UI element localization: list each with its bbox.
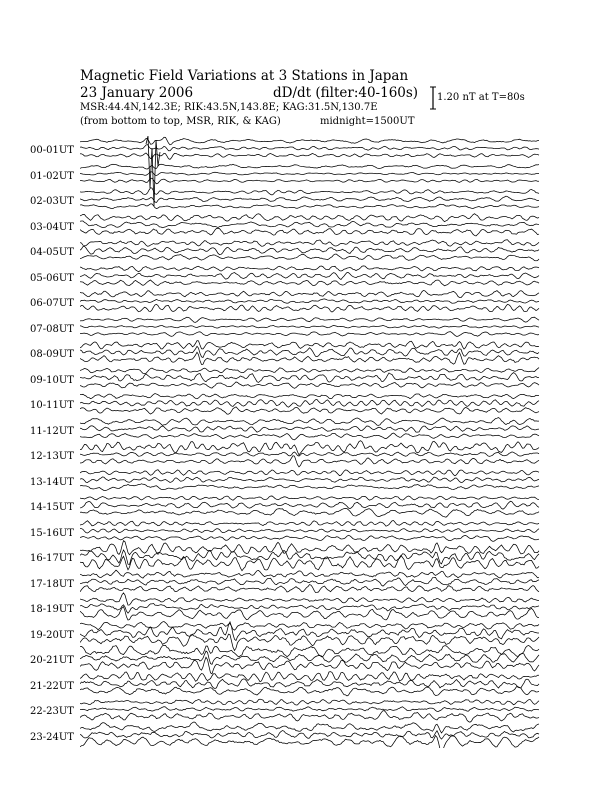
trace-RIK <box>80 477 539 483</box>
trace-MSR <box>80 433 539 440</box>
trace-KAG <box>80 394 539 399</box>
row-label: 20-21UT <box>30 655 74 666</box>
trace-RIK <box>80 679 539 689</box>
trace-MSR <box>80 555 539 570</box>
trace-KAG <box>80 290 539 297</box>
trace-MSR <box>80 508 539 517</box>
scale-bar-icon <box>430 86 436 110</box>
trace-RIK <box>80 299 539 303</box>
row-label: 22-23UT <box>30 706 74 717</box>
row-label: 23-24UT <box>30 731 74 743</box>
trace-MSR <box>80 687 539 696</box>
trace-KAG <box>80 541 539 555</box>
trace-RIK <box>80 346 539 357</box>
large-spike <box>146 136 160 206</box>
trace-KAG <box>80 521 539 527</box>
trace-RIK <box>80 172 539 176</box>
trace-plot <box>80 136 540 748</box>
trace-KAG <box>80 470 539 476</box>
trace-RIK <box>80 273 539 280</box>
trace-RIK <box>80 731 539 740</box>
row-label: 07-08UT <box>30 323 74 335</box>
row-label: 00-01UT <box>30 145 74 156</box>
trace-KAG <box>80 418 539 426</box>
row-label: 03-04UT <box>30 221 74 233</box>
trace-KAG <box>80 317 539 322</box>
trace-KAG <box>80 593 539 605</box>
trace-order-note: (from bottom to top, MSR, RIK, & KAG) <box>80 116 281 127</box>
chart-date: 23 January 2006 <box>80 85 194 101</box>
chart-title: Magnetic Field Variations at 3 Stations in Japan <box>80 68 409 84</box>
trace-KAG <box>80 188 539 195</box>
trace-MSR <box>80 657 539 674</box>
midnight-note: midnight=1500UT <box>320 116 415 127</box>
row-label: 08-09UT <box>30 349 74 360</box>
row-label: 04-05UT <box>30 247 74 258</box>
trace-KAG <box>80 240 539 247</box>
trace-MSR <box>80 382 539 388</box>
trace-KAG <box>80 570 539 578</box>
row-label: 13-14UT <box>30 476 74 488</box>
trace-MSR <box>80 484 539 491</box>
row-label: 14-15UT <box>30 502 74 513</box>
row-label: 16-17UT <box>30 553 74 564</box>
trace-MSR <box>80 634 539 650</box>
row-label: 17-18UT <box>30 578 74 590</box>
filter-label: dD/dt (filter:40-160s) <box>273 85 419 101</box>
row-label: 15-16UT <box>30 527 74 539</box>
trace-RIK <box>80 707 539 712</box>
trace-KAG <box>80 645 539 657</box>
scale-label: 1.20 nT at T=80s <box>437 92 525 103</box>
trace-RIK <box>80 325 539 328</box>
row-label: 11-12UT <box>30 425 74 437</box>
trace-MSR <box>80 204 539 209</box>
trace-KAG <box>80 699 539 705</box>
trace-RIK <box>80 196 539 202</box>
trace-RIK <box>80 426 539 432</box>
trace-KAG <box>80 266 539 272</box>
row-label: 05-06UT <box>30 272 74 284</box>
trace-MSR <box>80 585 539 593</box>
row-label: 21-22UT <box>30 680 74 692</box>
trace-MSR <box>80 254 539 261</box>
trace-MSR <box>80 304 539 312</box>
row-label: 18-19UT <box>30 604 74 615</box>
trace-MSR <box>80 407 539 414</box>
trace-KAG <box>80 137 539 145</box>
trace-KAG <box>80 722 539 733</box>
trace-RIK <box>80 400 539 408</box>
trace-MSR <box>80 535 539 541</box>
trace-RIK <box>80 651 539 664</box>
station-coordinates: MSR:44.4N,142.3E; RIK:43.5N,143.8E; KAG:31.5N,130.7E <box>80 102 378 113</box>
row-label: 12-13UT <box>30 451 74 462</box>
row-label: 06-07UT <box>30 298 74 309</box>
trace-KAG <box>80 214 539 222</box>
row-label: 10-11UT <box>30 400 74 411</box>
trace-MSR <box>80 352 539 364</box>
trace-KAG <box>80 672 539 682</box>
trace-RIK <box>80 452 539 457</box>
trace-KAG <box>80 496 539 500</box>
row-label: 19-20UT <box>30 629 74 641</box>
trace-MSR <box>80 711 539 723</box>
trace-RIK <box>80 373 539 383</box>
trace-MSR <box>80 178 539 184</box>
trace-RIK <box>80 246 539 254</box>
row-label: 09-10UT <box>30 374 74 386</box>
trace-MSR <box>80 456 539 467</box>
trace-MSR <box>80 228 539 236</box>
row-label: 02-03UT <box>30 196 74 207</box>
trace-MSR <box>80 607 539 620</box>
trace-MSR <box>80 280 539 286</box>
row-label: 01-02UT <box>30 170 74 182</box>
trace-RIK <box>80 528 539 533</box>
trace-RIK <box>80 221 539 228</box>
trace-MSR <box>80 332 539 337</box>
trace-KAG <box>80 368 539 374</box>
trace-RIK <box>80 501 539 509</box>
